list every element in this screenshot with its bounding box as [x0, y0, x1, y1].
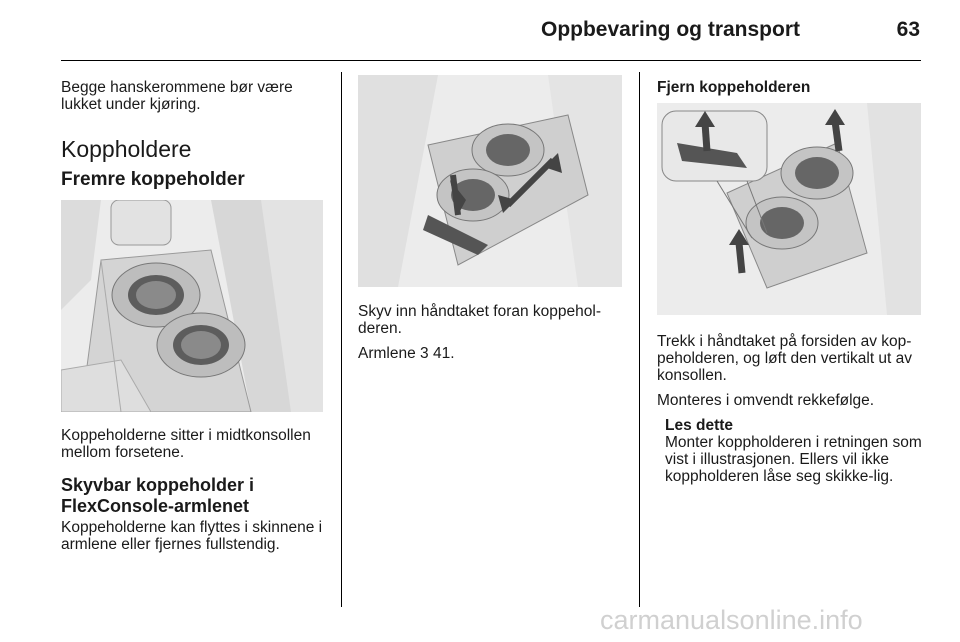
- watermark: carmanualsonline.info: [600, 605, 863, 635]
- column-3-text: [657, 333, 923, 485]
- ref-arrow-icon: 3: [420, 345, 429, 362]
- illustration-remove-cupholder: [657, 103, 921, 315]
- intro-text: Begge hanskerommene bør være lukket under kjøring.: [61, 79, 293, 113]
- section-title: Koppholdere: [61, 136, 192, 162]
- illustration-front-cupholder: [61, 200, 323, 412]
- header-rule: [61, 60, 921, 61]
- body-sliding-cupholder: Koppeholderne kan flyttes i skinnene i armlene eller fjernes fullstendig.: [61, 519, 323, 553]
- note-body: Monter koppholderen i retningen som vist i illustrasjonen. Ellers vil ikke koppholderen låse seg skikke-lig.: [665, 434, 922, 485]
- header-title: Oppbevaring og transport: [540, 18, 800, 41]
- illustration-sliding-cupholder: [358, 75, 622, 287]
- sub-title-sliding-cupholder: Skyvbar koppeholder i FlexConsole-armlenet: [61, 475, 255, 516]
- caption-front-cupholder: Koppeholderne sitter i midtkonsollen mellom forsetene.: [61, 427, 311, 461]
- column-2: [358, 303, 622, 362]
- caption-slide-handle: Skyv inn håndtaket foran koppehol-deren.: [358, 303, 601, 337]
- page-number: 63: [896, 18, 920, 41]
- ref-prefix: Armlene: [358, 345, 416, 362]
- column-3: [657, 79, 923, 96]
- column-divider-1: [341, 72, 342, 607]
- note-box: [665, 417, 923, 485]
- remove-cupholder-title: Fjern koppeholderen: [657, 79, 811, 96]
- note-title: Les dette: [665, 417, 734, 434]
- sub-title-front-cupholder: Fremre koppeholder: [61, 169, 245, 190]
- ref-page[interactable]: 41.: [432, 345, 455, 362]
- caption-remove-cupholder: Trekk i håndtaket på forsiden av kop-peholderen, og løft den vertikalt ut av konsollen.: [657, 333, 913, 384]
- column-divider-2: [639, 72, 640, 607]
- armrest-reference: [358, 345, 622, 362]
- reassembly-text: Monteres i omvendt rekkefølge.: [657, 392, 875, 409]
